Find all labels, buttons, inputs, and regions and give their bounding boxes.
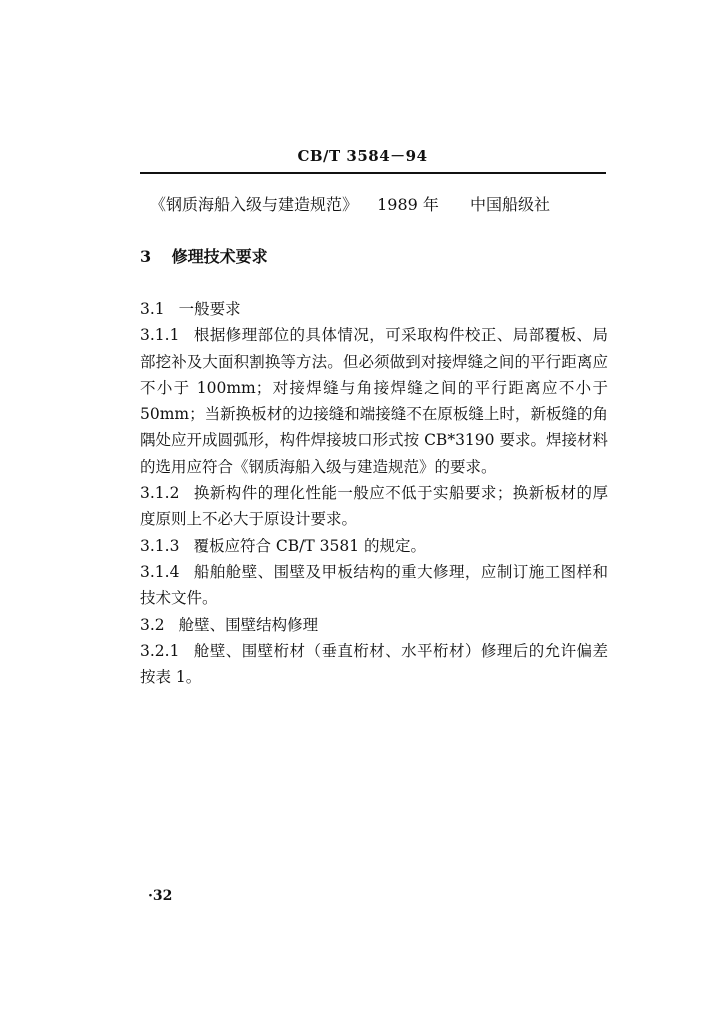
section-number: 3 <box>140 247 152 266</box>
header-divider <box>140 172 606 174</box>
clause-number: 3.1.2 <box>140 484 180 503</box>
clause-text: 一般要求 <box>178 300 241 318</box>
section-title: 修理技术要求 <box>171 247 268 266</box>
clause-number: 3.1.4 <box>140 562 180 581</box>
clause-number: 3.1 <box>140 300 165 318</box>
clause-text: 船舶舱壁、围壁及甲板结构的重大修理，应制订施工图样和技术文件。 <box>140 562 608 608</box>
clause-number: 3.1.1 <box>140 326 180 345</box>
clause-number: 3.1.3 <box>140 536 180 555</box>
clause-text: 根据修理部位的具体情况，可采取构件校正、局部覆板、局部挖补及大面积割换等方法。但必须做到对接焊缝之间的平行距离应不小于 100mm；对接焊缝与角接焊缝之间的平行距离应不小于 50mm；当新换板材的边接缝和端接缝不在原板缝上时，新板缝的角隅处应开成圆弧形，构件焊接坡口形式按 CB*3190 要求。焊接材料的选用应符合《钢质海船入级与建造规范》的要求。 <box>140 326 608 476</box>
clause-3-1-2 <box>140 480 608 533</box>
clause-3-2-1 <box>140 638 608 691</box>
clause-text: 覆板应符合 CB/T 3581 的规定。 <box>193 536 426 555</box>
clause-text: 舱壁、围壁桁材（垂直桁材、水平桁材）修理后的允许偏差按表 1。 <box>140 641 608 687</box>
reference-citation <box>150 192 610 215</box>
clause-3-2 <box>140 612 608 638</box>
reference-publisher: 中国船级社 <box>470 195 551 214</box>
clause-text: 舱壁、围壁结构修理 <box>178 615 319 634</box>
clause-text: 换新构件的理化性能一般应不低于实船要求；换新板材的厚度原则上不必大于原设计要求。 <box>140 484 608 529</box>
clause-number: 3.2 <box>140 615 165 634</box>
standard-code-header: CB/T 3584－94 <box>297 147 428 165</box>
reference-year: 1989 年 <box>377 195 439 214</box>
page-number: ·32 <box>148 888 173 904</box>
clause-number: 3.2.1 <box>140 641 180 660</box>
clause-list <box>140 296 608 690</box>
reference-title: 《钢质海船入级与建造规范》 <box>150 195 359 214</box>
clause-3-1-1 <box>140 322 608 480</box>
clause-3-1-4 <box>140 559 608 612</box>
section-heading <box>140 244 268 267</box>
clause-3-1-3 <box>140 533 608 559</box>
clause-3-1 <box>140 296 608 322</box>
